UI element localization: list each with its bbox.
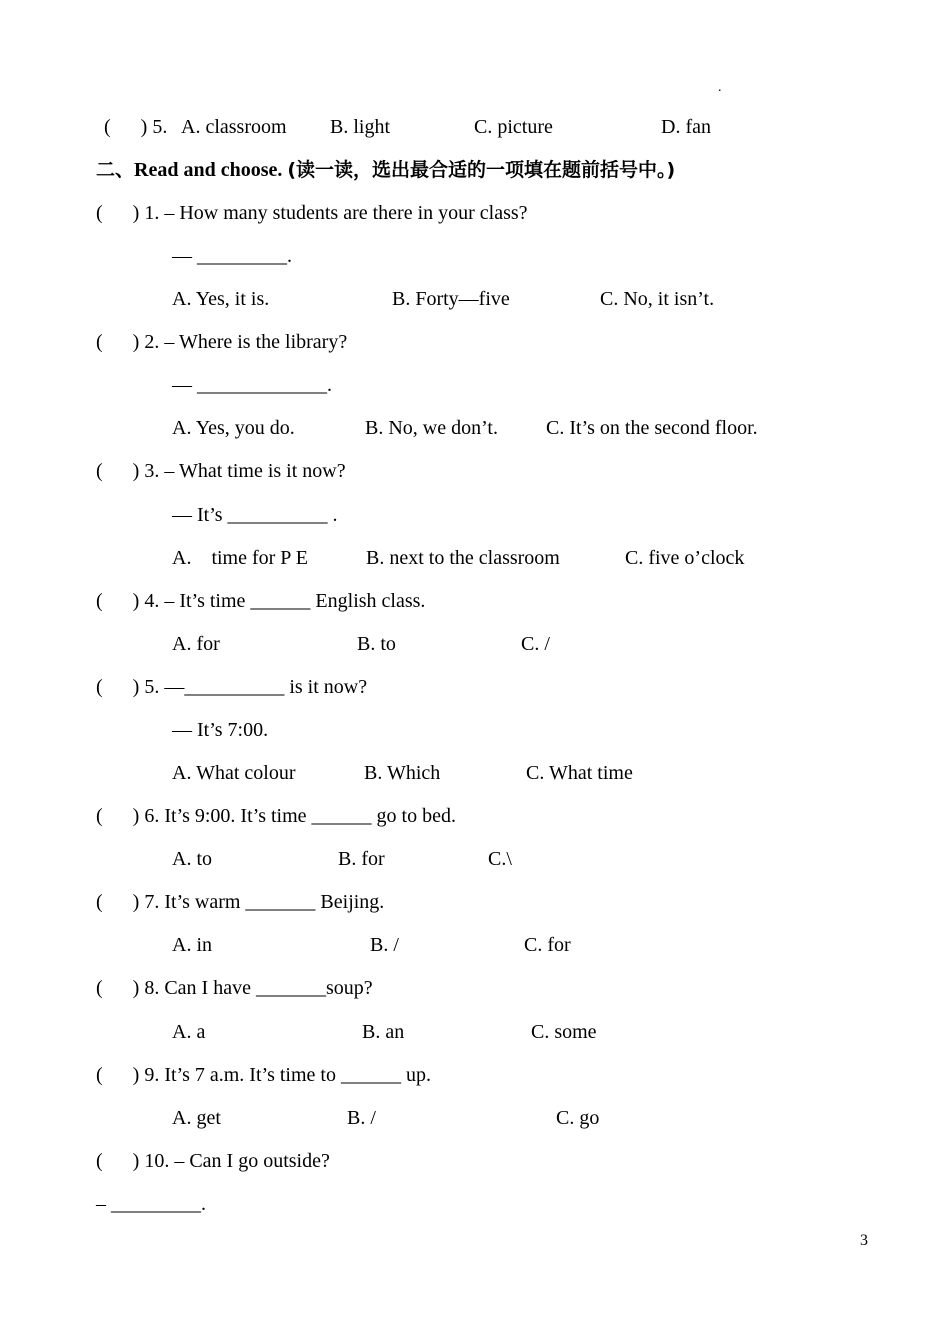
question-6-option-c: C.\ <box>488 848 512 870</box>
top-dot: . <box>718 80 722 95</box>
question-9-option-b: B. / <box>347 1107 376 1129</box>
question-5-answer-line: — It’s 7:00. <box>172 719 269 741</box>
question-8-option-c: C. some <box>531 1021 597 1043</box>
question-8-option-a: A. a <box>172 1021 206 1043</box>
page-number: 3 <box>860 1232 868 1249</box>
question-5-option-c: C. What time <box>526 762 633 784</box>
question-4-option-a: A. for <box>172 633 220 655</box>
question-1-stem: ( ) 1. – How many students are there in your class? <box>96 202 528 224</box>
question-4-option-c: C. / <box>521 633 550 655</box>
question-2-option-c: C. It’s on the second floor. <box>546 417 758 439</box>
question-2-option-a: A. Yes, you do. <box>172 417 295 439</box>
question-4-option-b: B. to <box>357 633 396 655</box>
question-3-stem: ( ) 3. – What time is it now? <box>96 460 346 482</box>
question-6-option-b: B. for <box>338 848 385 870</box>
question-5-stem: ( ) 5. —__________ is it now? <box>96 676 368 698</box>
question-1-answer-line: — _________. <box>172 245 292 267</box>
question-6-option-a: A. to <box>172 848 212 870</box>
question-3-option-b: B. next to the classroom <box>366 547 560 569</box>
prev-item-option-a: A. classroom <box>181 116 287 138</box>
prev-item-option-d: D. fan <box>661 116 711 138</box>
question-4-stem: ( ) 4. – It’s time ______ English class. <box>96 590 426 612</box>
question-5-option-a: A. What colour <box>172 762 296 784</box>
question-9-stem: ( ) 9. It’s 7 a.m. It’s time to ______ up. <box>96 1064 431 1086</box>
question-6-stem: ( ) 6. It’s 9:00. It’s time ______ go to bed. <box>96 805 456 827</box>
question-10-stem: ( ) 10. – Can I go outside? <box>96 1150 330 1172</box>
question-2-stem: ( ) 2. – Where is the library? <box>96 331 348 353</box>
question-7-stem: ( ) 7. It’s warm _______ Beijing. <box>96 891 385 913</box>
question-2-option-b: B. No, we don’t. <box>365 417 498 439</box>
question-1-option-c: C. No, it isn’t. <box>600 288 715 310</box>
question-7-option-a: A. in <box>172 934 212 956</box>
question-9-option-c: C. go <box>556 1107 600 1129</box>
prev-item-option-c: C. picture <box>474 116 553 138</box>
question-8-option-b: B. an <box>362 1021 405 1043</box>
section-title-en: Read and choose. <box>134 159 283 181</box>
section-heading <box>96 158 675 182</box>
question-5-option-b: B. Which <box>364 762 441 784</box>
question-7-option-c: C. for <box>524 934 571 956</box>
question-8-stem: ( ) 8. Can I have _______soup? <box>96 977 373 999</box>
question-10-answer-line: – _________. <box>96 1193 206 1215</box>
question-3-option-a: A. time for P E <box>172 547 308 569</box>
section-prefix: 二、 <box>96 159 135 181</box>
question-1-option-a: A. Yes, it is. <box>172 288 270 310</box>
question-7-option-b: B. / <box>370 934 399 956</box>
prev-item-option-b: B. light <box>330 116 391 138</box>
question-2-answer-line: — _____________. <box>172 374 332 396</box>
question-9-option-a: A. get <box>172 1107 221 1129</box>
question-3-answer-line: — It’s __________ . <box>172 504 338 526</box>
prev-item-bracket: ( ) 5. <box>104 116 168 138</box>
question-3-option-c: C. five o’clock <box>625 547 745 569</box>
section-title-cn: (读一读，选出最合适的一项填在题前括号中。) <box>287 159 676 181</box>
question-1-option-b: B. Forty—five <box>392 288 510 310</box>
